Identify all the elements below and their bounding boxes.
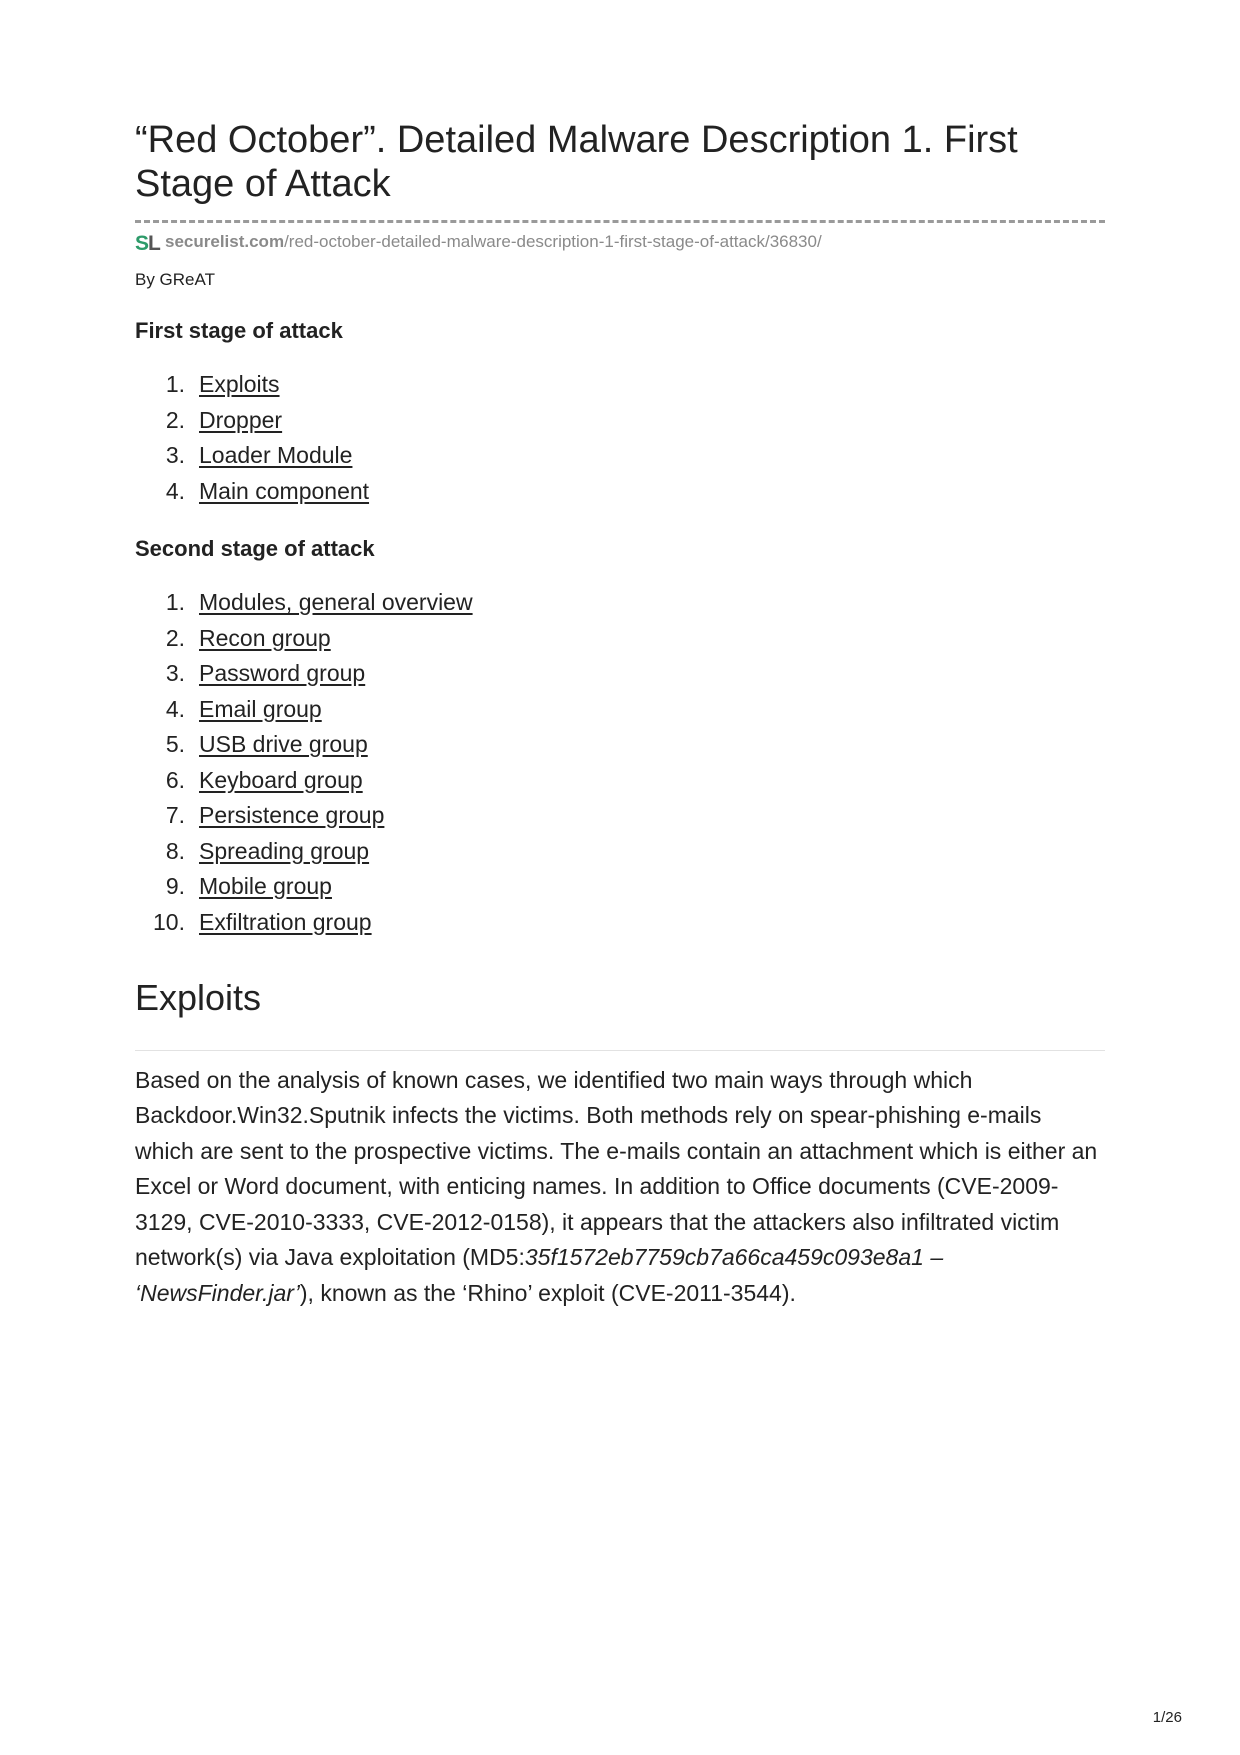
source-line <box>135 231 1105 253</box>
section-divider <box>135 1050 1105 1051</box>
toc-link-recon-group[interactable]: Recon group <box>199 624 331 651</box>
source-path[interactable]: /red-october-detailed-malware-description-1-first-stage-of-attack/36830/ <box>284 232 822 251</box>
toc-link-exploits[interactable]: Exploits <box>199 371 280 397</box>
first-stage-heading: First stage of attack <box>135 318 343 343</box>
list-item <box>135 656 1105 692</box>
paragraph-text: ), known as the ‘Rhino’ exploit (CVE-2011-3544). <box>299 1279 796 1306</box>
list-item <box>135 585 1105 621</box>
toc-link-dropper[interactable]: Dropper <box>199 406 283 433</box>
toc-link-exfiltration-group[interactable]: Exfiltration group <box>199 908 372 935</box>
toc-link-mobile-group[interactable]: Mobile group <box>199 873 332 899</box>
first-stage-list <box>135 367 1105 509</box>
toc-link-persistence-group[interactable]: Persistence group <box>199 802 385 828</box>
page-number: 1/26 <box>1152 1709 1182 1726</box>
list-number: 1. <box>165 371 185 397</box>
toc-link-main-component[interactable]: Main component <box>199 477 370 504</box>
list-number: 4. <box>165 477 185 504</box>
list-item <box>135 798 1105 834</box>
list-number: 7. <box>165 802 185 828</box>
list-number: 2. <box>165 406 185 433</box>
list-number: 6. <box>165 766 185 793</box>
list-number: 3. <box>165 660 185 686</box>
toc-link-loader-module[interactable]: Loader Module <box>199 442 353 468</box>
toc-link-modules-overview[interactable]: Modules, general overview <box>199 589 473 615</box>
list-item <box>135 367 1105 403</box>
toc-link-email-group[interactable]: Email group <box>199 695 322 722</box>
list-number: 2. <box>165 624 185 651</box>
exploits-heading: Exploits <box>135 977 262 1018</box>
list-number: 10. <box>153 908 185 935</box>
article <box>135 118 1105 1334</box>
second-stage-list <box>135 585 1105 940</box>
list-number: 9. <box>165 873 185 899</box>
svg-text:L: L <box>148 232 161 253</box>
byline: By GReAT <box>135 270 215 289</box>
toc-link-password-group[interactable]: Password group <box>199 660 366 686</box>
list-item <box>135 763 1105 799</box>
title-divider <box>135 220 1105 223</box>
list-item <box>135 438 1105 474</box>
svg-text:S: S <box>135 232 150 253</box>
list-number: 5. <box>165 731 185 757</box>
list-number: 4. <box>165 695 185 722</box>
toc-link-spreading-group[interactable]: Spreading group <box>199 837 370 864</box>
page-title: “Red October”. Detailed Malware Description 1. First Stage of Attack <box>135 119 1018 205</box>
list-number: 3. <box>165 442 185 468</box>
second-stage-heading: Second stage of attack <box>135 536 375 561</box>
list-item <box>135 621 1105 657</box>
securelist-logo-icon <box>135 231 161 253</box>
list-number: 1. <box>165 589 185 615</box>
paragraph-italic-text: 35f1572eb7759cb7a66ca459c093e8a1 – ‘NewsFinder.jar’ <box>135 1244 944 1306</box>
paragraph-text: Based on the analysis of known cases, we identified two main ways through which Backdoor.Win32.Sputnik infects the victims. Both methods rely on spear-phishing e-mails which are sent to the prospective victims. The e-mails contain an attachment which is either an Excel or Word document, with enticing names. In addition to Office documents (CVE-2009-3129, CVE-2010-3333, CVE-2012-0158), it appears that the attackers also infiltrated victim network(s) via Java exploitation (MD5: <box>135 1066 1098 1271</box>
list-item <box>135 869 1105 905</box>
source-domain[interactable]: securelist.com <box>165 232 285 251</box>
list-item <box>135 692 1105 728</box>
list-item <box>135 834 1105 870</box>
list-item <box>135 905 1105 941</box>
list-item <box>135 403 1105 439</box>
list-item <box>135 474 1105 510</box>
toc-link-usb-drive-group[interactable]: USB drive group <box>199 731 368 757</box>
list-item <box>135 727 1105 763</box>
list-number: 8. <box>165 837 185 864</box>
exploits-paragraph <box>135 1063 1105 1312</box>
toc-link-keyboard-group[interactable]: Keyboard group <box>199 766 363 793</box>
